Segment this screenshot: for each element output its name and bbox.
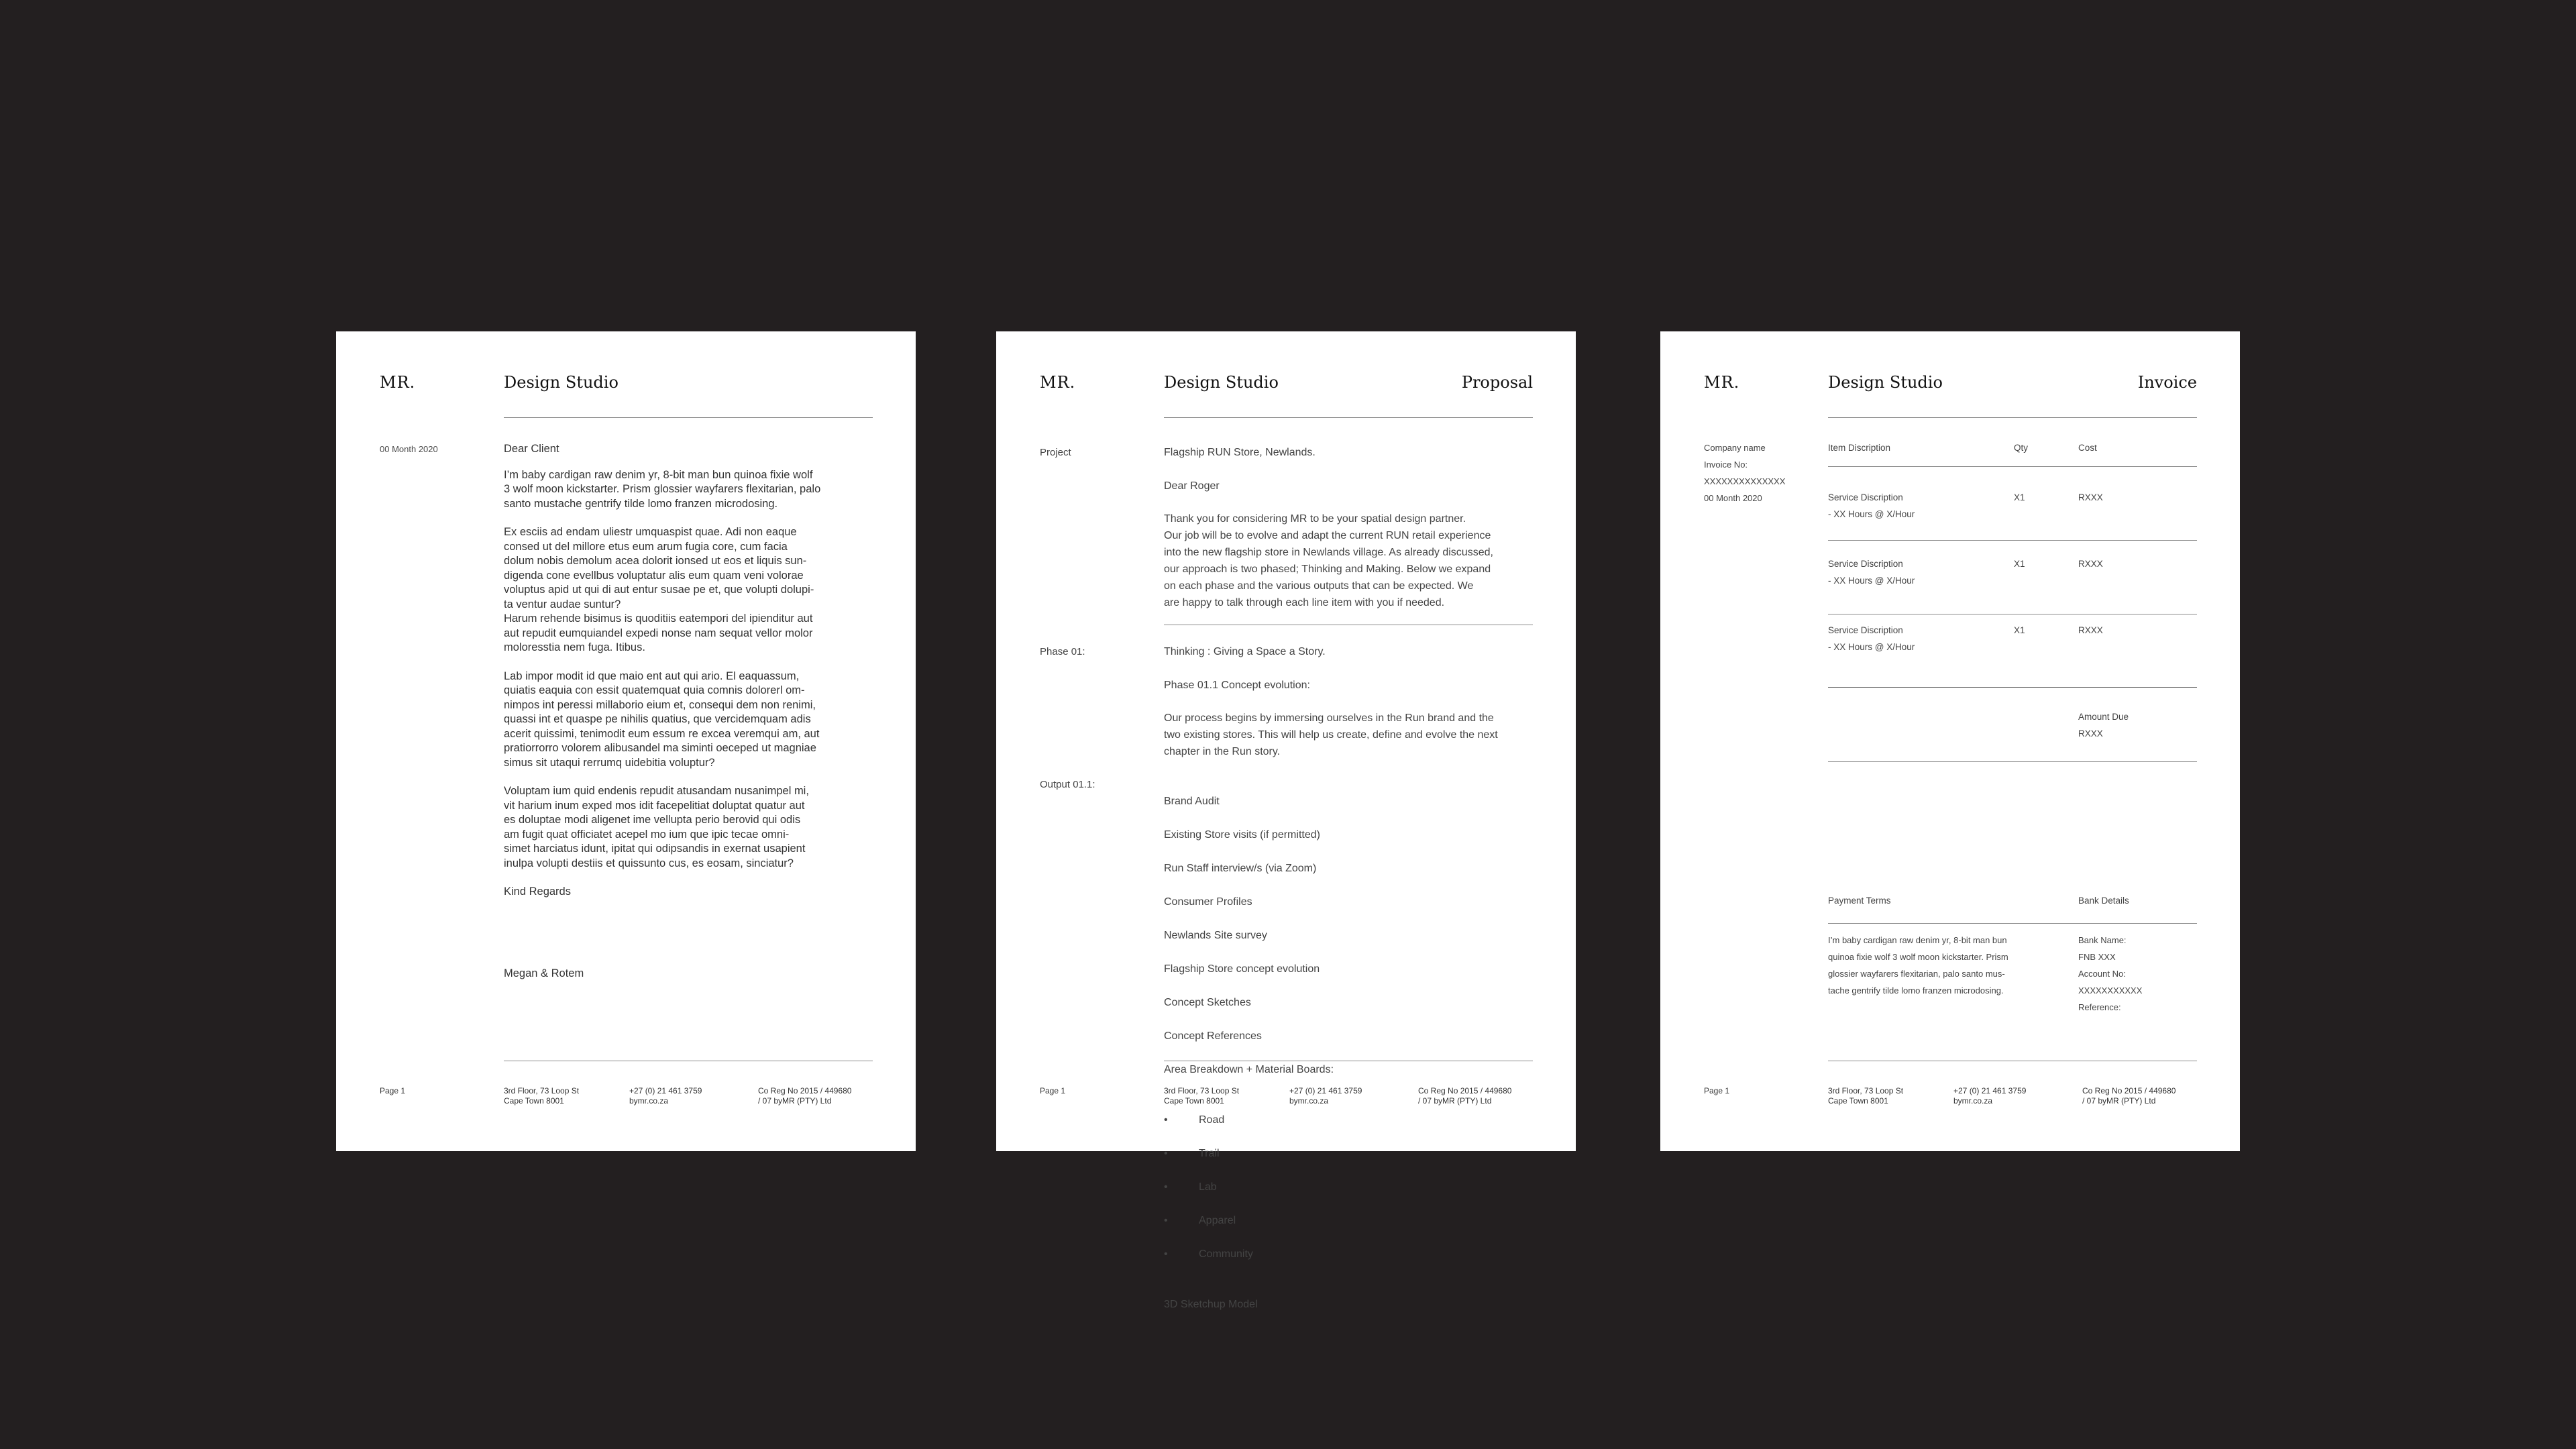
bullet-item: • Road	[1164, 1112, 1334, 1128]
letter-paragraph: Voluptam ium quid endenis repudit atusandam nusanimpel mi, vit harium inum exped mos idit facepelitiat doluptat quatur aut es doluptae modi aligenet ime vellupta perio berovid qui odis am fugit quat officiatet acepel mo ium que ipic tecae omni- simet harciatus idunt, ipitat qui odipsandis in exernat usapient inulpa volupti destiis et quissunto cus, es eosam, sinciatur?	[504, 785, 809, 869]
footer-page-number: Page 1	[380, 1086, 406, 1095]
payment-terms-text: I’m baby cardigan raw denim yr, 8-bit man bun quinoa fixie wolf 3 wolf moon kickstarter. Prism glossier wayfarers flexitarian, palo santo mus- tache gentrify tilde lomo franzen microdosing.	[1828, 935, 2008, 996]
bullet-item: • Lab	[1164, 1179, 1334, 1195]
bank-details-text: Bank Name: FNB XXX Account No: XXXXXXXXXXX Reference:	[2078, 935, 2143, 1012]
footer-registration: Co Reg No 2015 / 449680 / 07 byMR (PTY) Ltd	[1418, 1086, 1512, 1106]
output-item: Area Breakdown + Material Boards:	[1164, 1064, 1334, 1075]
bullet-icon: •	[1164, 1114, 1168, 1126]
output-label: Output 01.1:	[1040, 779, 1095, 790]
proposal-intro: Thank you for considering MR to be your spatial design partner. Our job will be to evolve and adapt the current RUN retail experience into the new flagship store in Newlands village. As already discussed, our approach is two phased; Thinking and Making. Below we expand on each phase and the various outputs that can be expected. We are happy to talk through each line item with you if needed.	[1164, 513, 1493, 608]
logo: MR.	[380, 373, 416, 392]
footer-registration: Co Reg No 2015 / 449680 / 07 byMR (PTY) Ltd	[758, 1086, 852, 1106]
footer-address: 3rd Floor, 73 Loop St Cape Town 8001	[504, 1086, 580, 1106]
invoice-row-cost: RXXX	[2078, 492, 2103, 502]
header-divider	[1164, 417, 1533, 418]
project-label: Project	[1040, 447, 1071, 458]
column-header-qty: Qty	[2014, 443, 2029, 453]
invoice-page	[1660, 331, 2240, 1151]
output-item: Consumer Profiles	[1164, 896, 1252, 908]
studio-name: Design Studio	[1164, 373, 1279, 392]
column-header-item: Item Discription	[1828, 443, 1891, 453]
bullet-icon: •	[1164, 1148, 1168, 1159]
footer-contact: +27 (0) 21 461 3759 bymr.co.za	[629, 1086, 702, 1106]
letter-closing: Kind Regards	[504, 885, 571, 898]
proposal-salutation: Dear Roger	[1164, 480, 1220, 492]
output-item: Run Staff interview/s (via Zoom)	[1164, 863, 1317, 874]
invoice-row-qty: X1	[2014, 625, 2025, 635]
letter-body	[504, 442, 879, 914]
invoice-company-info: Company name Invoice No: XXXXXXXXXXXXXX 00 Month 2020	[1704, 443, 1786, 503]
letter-paragraph: Lab impor modit id que maio ent aut qui ario. El eaquassum, quiatis eaquia con essit quatemquat quia comnis dolorerl om- nimpos int peressi millaborio eium et, consequi dem non renimi, quassi int et quaspe pe nihilis quatius, que vercidemquam adis acerit quissimi, tenimodit eum essum re excea veremqui am, aut pratiorrorro volorem alibusandel ma siminti oeceped ut magniae simus sit utaqui rerrumq uidebitia voluptur?	[504, 669, 820, 769]
invoice-row-item: Service Discription - XX Hours @ X/Hour	[1828, 625, 1915, 652]
invoice-row-cost: RXXX	[2078, 559, 2103, 569]
invoice-row-qty: X1	[2014, 492, 2025, 502]
header-divider	[504, 417, 873, 418]
table-divider	[1828, 761, 2197, 762]
logo: MR.	[1704, 373, 1740, 392]
invoice-row-qty: X1	[2014, 559, 2025, 569]
letterhead-page	[336, 331, 916, 1151]
output-item: Concept Sketches	[1164, 997, 1251, 1008]
footer-contact: +27 (0) 21 461 3759 bymr.co.za	[1289, 1086, 1362, 1106]
document-type: Invoice	[2137, 373, 2197, 392]
invoice-row-cost: RXXX	[2078, 625, 2103, 635]
output-item: Existing Store visits (if permitted)	[1164, 829, 1320, 841]
output-item: 3D Sketchup Model	[1164, 1299, 1258, 1310]
footer-contact: +27 (0) 21 461 3759 bymr.co.za	[1953, 1086, 2027, 1106]
amount-due: Amount Due RXXX	[2078, 712, 2129, 739]
footer-address: 3rd Floor, 73 Loop St Cape Town 8001	[1828, 1086, 1904, 1106]
letter-paragraph: Ex esciis ad endam uliestr umquaspist quae. Adi non eaque consed ut del millore etus eum arum fugia core, cum facia dolum nobis demolum acea dolorit ionsed ut eos et liquis sun- digenda cone evellbus voluptatur alis eum quam veni volorae voluptus apid ut qui di aut entur susae pe et, que volupti dolupi- ta ventur audae suntur? Harum rehende bisimus is quoditiis eatempori del ipienditur aut aut repudit eumquiandel expedi nonse nam sequat vellor molor moloresstia nem fuga. Itibus.	[504, 526, 814, 653]
invoice-row-item: Service Discription - XX Hours @ X/Hour	[1828, 559, 1915, 586]
footer-page-number: Page 1	[1040, 1086, 1066, 1095]
table-divider	[1828, 687, 2197, 688]
table-divider	[1828, 540, 2197, 541]
bullet-icon: •	[1164, 1215, 1168, 1226]
project-value: Flagship RUN Store, Newlands.	[1164, 447, 1316, 458]
output-item: Concept References	[1164, 1030, 1262, 1042]
material-board-list	[1164, 1095, 1334, 1279]
footer-registration: Co Reg No 2015 / 449680 / 07 byMR (PTY) Ltd	[2082, 1086, 2176, 1106]
letter-paragraph: I’m baby cardigan raw denim yr, 8-bit man bun quinoa fixie wolf 3 wolf moon kickstarter. Prism glossier wayfarers flexitarian, palo santo mustache gentrify tilde lomo franzen microdosing.	[504, 468, 821, 510]
bullet-item: • Trail	[1164, 1145, 1334, 1162]
output-item: Newlands Site survey	[1164, 930, 1267, 941]
letter-date: 00 Month 2020	[380, 444, 438, 454]
phase-subtitle: Phase 01.1 Concept evolution:	[1164, 680, 1310, 691]
studio-name: Design Studio	[504, 373, 619, 392]
bullet-icon: •	[1164, 1181, 1168, 1193]
output-list	[1164, 776, 1334, 1330]
document-type: Proposal	[1461, 373, 1533, 392]
invoice-row-item: Service Discription - XX Hours @ X/Hour	[1828, 492, 1915, 519]
phase-label: Phase 01:	[1040, 646, 1085, 657]
bullet-item: • Apparel	[1164, 1212, 1334, 1229]
table-divider	[1828, 923, 2197, 924]
letter-signature: Megan & Rotem	[504, 967, 584, 979]
footer-address: 3rd Floor, 73 Loop St Cape Town 8001	[1164, 1086, 1240, 1106]
phase-text: Our process begins by immersing ourselves in the Run brand and the two existing stores. This will help us create, define and evolve the next chapter in the Run story.	[1164, 712, 1498, 757]
letter-greeting: Dear Client	[504, 443, 559, 455]
bullet-icon: •	[1164, 1248, 1168, 1260]
footer-page-number: Page 1	[1704, 1086, 1730, 1095]
column-header-cost: Cost	[2078, 443, 2097, 453]
bullet-item: • Community	[1164, 1246, 1334, 1263]
studio-name: Design Studio	[1828, 373, 1943, 392]
phase-title: Thinking : Giving a Space a Story.	[1164, 646, 1326, 657]
output-item: Brand Audit	[1164, 796, 1220, 807]
payment-terms-label: Payment Terms	[1828, 896, 1891, 906]
header-divider	[1828, 417, 2197, 418]
logo: MR.	[1040, 373, 1076, 392]
output-item: Flagship Store concept evolution	[1164, 963, 1320, 975]
bank-details-label: Bank Details	[2078, 896, 2129, 906]
table-divider	[1828, 466, 2197, 467]
proposal-page	[996, 331, 1576, 1310]
